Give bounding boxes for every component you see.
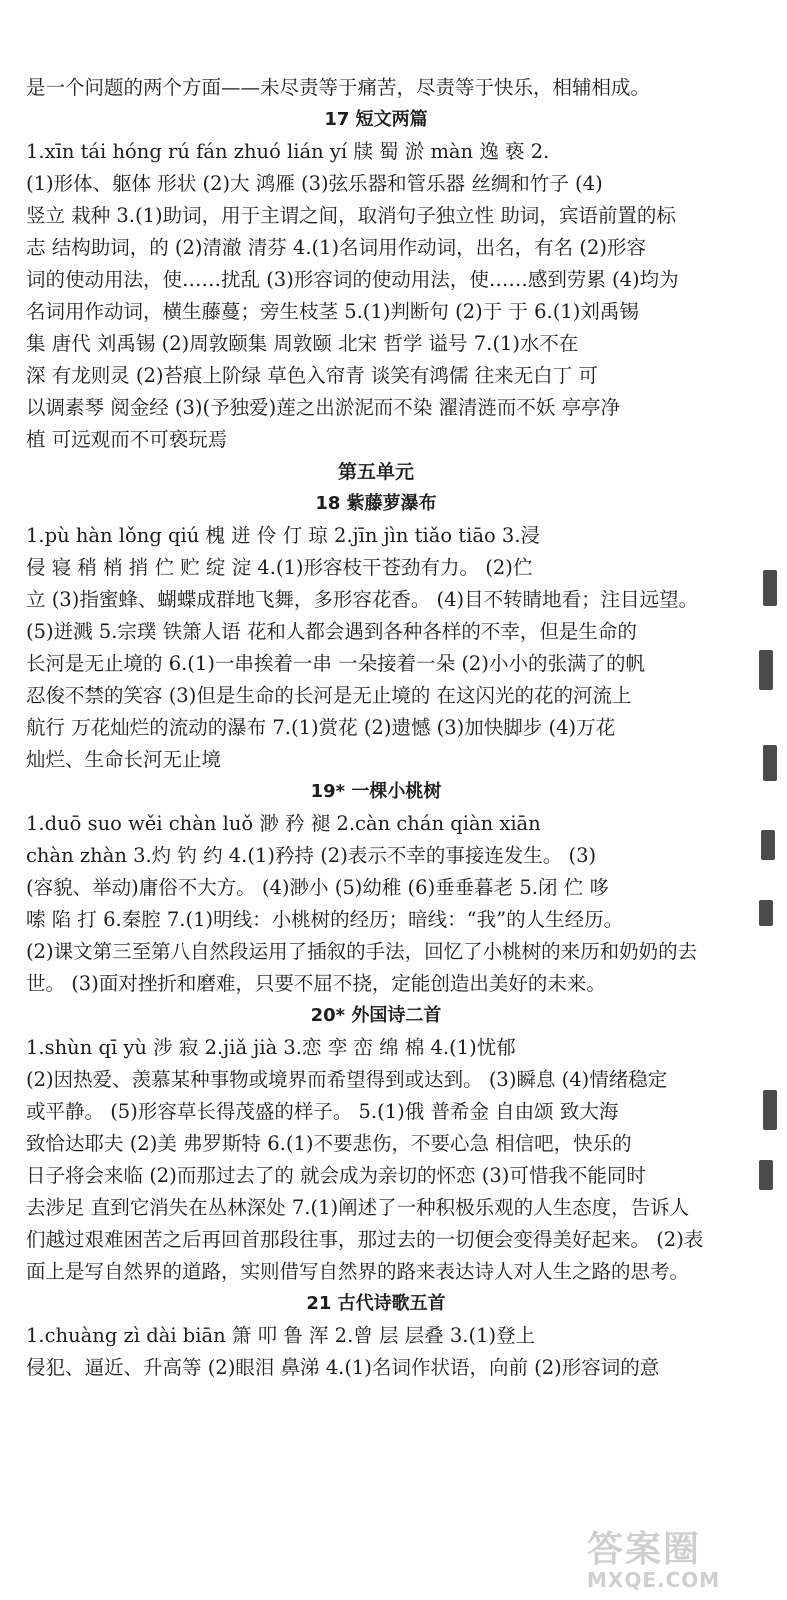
- text-line: 世。 (3)面对挫折和磨难，只要不屈不挠，定能创造出美好的未来。: [26, 972, 606, 995]
- text-line: (2)课文第三至第八自然段运用了插叙的手法，回忆了小桃树的来历和奶奶的去: [26, 940, 698, 963]
- section-title: 17 短文两篇: [324, 109, 428, 130]
- text-line: 们越过艰难困苦之后再回首那段往事，那过去的一切便会变得美好起来。 (2)表: [26, 1228, 704, 1251]
- text-line: 以调素琴 阅金经 (3)(予独爱)莲之出淤泥而不染 濯清涟而不妖 亭亭净: [26, 396, 621, 419]
- text-line: 忍俊不禁的笑容 (3)但是生命的长河是无止境的 在这闪光的花的河流上: [26, 684, 632, 707]
- text-line: 名词用作动词，横生藤蔓；旁生枝茎 5.(1)判断句 (2)于 于 6.(1)刘禹锡: [26, 300, 639, 323]
- text-line: 是一个问题的两个方面——未尽责等于痛苦，尽责等于快乐，相辅相成。: [26, 76, 651, 99]
- text-line: (1)形体、躯体 形状 (2)大 鸿雁 (3)弦乐器和管乐器 丝绸和竹子 (4): [26, 172, 603, 195]
- text-line: (容貌、举动)庸俗不大方。 (4)渺小 (5)幼稚 (6)垂垂暮老 5.闭 伫 哆: [26, 876, 609, 899]
- text-line: 1.chuàng zì dài biān 箫 叩 鲁 浑 2.曾 层 层叠 3.(1)登上: [26, 1324, 536, 1347]
- text-line: 灿烂、生命长河无止境: [26, 748, 222, 771]
- text-line: 长河是无止境的 6.(1)一串挨着一串 一朵接着一朵 (2)小小的张满了的帆: [26, 652, 645, 675]
- text-line: chàn zhàn 3.灼 钓 约 4.(1)矜持 (2)表示不幸的事接连发生。 (3): [26, 844, 597, 867]
- text-line: 侵犯、逼近、升高等 (2)眼泪 鼻涕 4.(1)名词作状语，向前 (2)形容词的意: [26, 1356, 660, 1379]
- text-line: 植 可远观而不可亵玩焉: [26, 428, 228, 451]
- text-line: 竖立 栽种 3.(1)助词，用于主谓之间，取消句子独立性 助词，宾语前置的标: [26, 204, 676, 227]
- edge-mark: [763, 745, 777, 781]
- section-title: 21 古代诗歌五首: [306, 1293, 446, 1314]
- edge-mark: [763, 570, 777, 606]
- text-line: (2)因热爱、羡慕某种事物或境界而希望得到或达到。 (3)瞬息 (4)情绪稳定: [26, 1068, 668, 1091]
- answer-key-text: [26, 72, 726, 1384]
- text-line: 嗦 陷 打 6.秦腔 7.(1)明线：小桃树的经历；暗线：“我”的人生经历。: [26, 908, 624, 931]
- text-line: 1.duō suo wěi chàn luǒ 渺 矜 褪 2.càn chán qiàn xiān: [26, 812, 541, 835]
- text-line: 1.shùn qī yù 涉 寂 2.jiǎ jià 3.恋 孪 峦 绵 棉 4.(1)忧郁: [26, 1036, 516, 1059]
- text-line: 航行 万花灿烂的流动的瀑布 7.(1)赏花 (2)遗憾 (3)加快脚步 (4)万花: [26, 716, 616, 739]
- section-title: 20* 外国诗二首: [310, 1005, 442, 1026]
- text-line: 日子将会来临 (2)而那过去了的 就会成为亲切的怀恋 (3)可惜我不能同时: [26, 1164, 646, 1187]
- text-line: 侵 寝 稍 梢 捎 伫 贮 绽 淀 4.(1)形容枝干苍劲有力。 (2)伫: [26, 556, 533, 579]
- text-line: 1.xīn tái hóng rú fán zhuó lián yí 牍 蜀 淤 màn 逸 亵 2.: [26, 140, 550, 163]
- section-title: 19* 一棵小桃树: [310, 781, 442, 802]
- watermark-url: MXQE.COM: [587, 1568, 721, 1592]
- edge-mark: [759, 900, 773, 926]
- text-line: 立 (3)指蜜蜂、蝴蝶成群地飞舞，多形容花香。 (4)目不转睛地看；注目远望。: [26, 588, 699, 611]
- text-line: 词的使动用法，使……扰乱 (3)形容词的使动用法，使……感到劳累 (4)均为: [26, 268, 679, 291]
- text-line: 致恰达耶夫 (2)美 弗罗斯特 6.(1)不要悲伤，不要心急 相信吧，快乐的: [26, 1132, 632, 1155]
- edge-mark: [759, 650, 773, 690]
- edge-mark: [761, 830, 775, 860]
- watermark-logo: 答案圈: [587, 1529, 702, 1570]
- text-line: 深 有龙则灵 (2)苔痕上阶绿 草色入帘青 谈笑有鸿儒 往来无白丁 可: [26, 364, 598, 387]
- text-line: 面上是写自然界的道路，实则借写自然界的路来表达诗人对人生之路的思考。: [26, 1260, 690, 1283]
- edge-mark: [763, 1090, 777, 1130]
- text-line: 集 唐代 刘禹锡 (2)周敦颐集 周敦颐 北宋 哲学 谥号 7.(1)水不在: [26, 332, 579, 355]
- text-line: 志 结构助词，的 (2)清澈 清芬 4.(1)名词用作动词，出名，有名 (2)形容: [26, 236, 646, 259]
- adjacent-page-edge: [735, 0, 787, 1600]
- unit-heading: 第五单元: [337, 461, 414, 483]
- watermark: [587, 1530, 777, 1594]
- text-line: 或平静。 (5)形容草长得茂盛的样子。 5.(1)俄 普希金 自由颂 致大海: [26, 1100, 619, 1123]
- text-line: 1.pù hàn lǒng qiú 槐 迸 伶 仃 琼 2.jīn jìn tiǎo tiāo 3.浸: [26, 524, 541, 547]
- edge-mark: [759, 1160, 773, 1190]
- section-title: 18 紫藤萝瀑布: [315, 493, 437, 514]
- text-line: (5)迸溅 5.宗璞 铁箫人语 花和人都会遇到各种各样的不幸，但是生命的: [26, 620, 637, 643]
- text-line: 去涉足 直到它消失在丛林深处 7.(1)阐述了一种积极乐观的人生态度，告诉人: [26, 1196, 690, 1219]
